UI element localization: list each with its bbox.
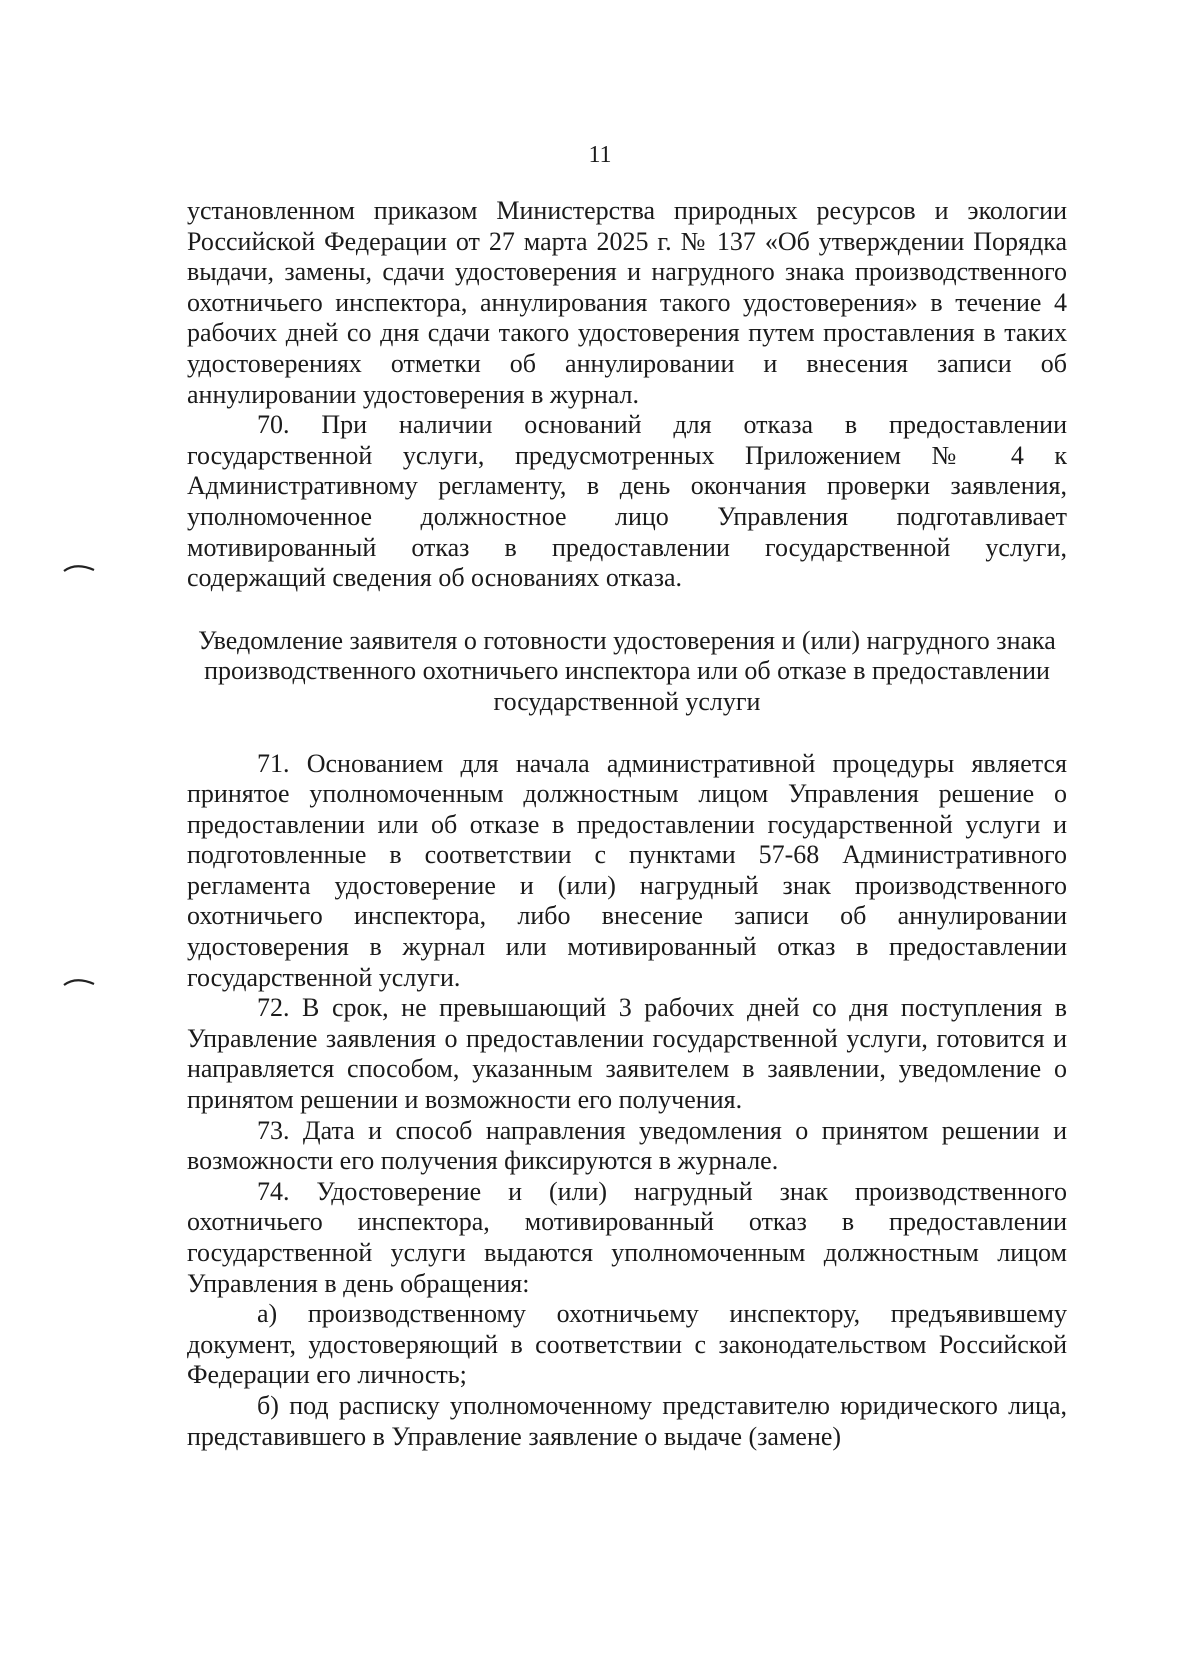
paragraph-71: 71. Основанием для начала административной процедуры является принятое уполномоченным должностным лицом Управления решение о предоставлении или об отказе в предоставлении государственной услуги и подготовленные в соответствии с пунктами 57-68 Административного регламента удостоверение и (или) нагрудный знак производственного охотничьего инспектора, либо внесение записи об аннулировании удостоверения в журнал или мотивированный отказ в предоставлении государственной услуги. (187, 748, 1067, 992)
paragraph-continuation: установленном приказом Министерства природных ресурсов и экологии Российской Федерации от 27 марта 2025 г. № 137 «Об утверждении Порядка выдачи, замены, сдачи удостоверения и нагрудного знака производственного охотничьего инспектора, аннулирования такого удостоверения» в течение 4 рабочих дней со дня сдачи такого удостоверения путем проставления в таких удостоверениях отметки об аннулировании и внесения записи об аннулировании удостоверения в журнал. (187, 196, 1067, 409)
paragraph-74: 74. Удостоверение и (или) нагрудный знак производственного охотничьего инспектора, мотивированный отказ в предоставлении государственной услуги выдаются уполномоченным должностным лицом Управления в день обращения: (187, 1176, 1067, 1298)
page-number: 11 (588, 142, 612, 168)
document-body (187, 196, 1067, 1452)
paragraph-72: 72. В срок, не превышающий 3 рабочих дней со дня поступления в Управление заявления о предоставлении государственной услуги, готовится и направляется способом, указанным заявителем в заявлении, уведомление о принятом решении и возможности его получения. (187, 993, 1067, 1115)
binding-hole-mark (62, 562, 96, 574)
paragraph-70: 70. При наличии оснований для отказа в предоставлении государственной услуги, предусмотренных Приложением № 4 к Административному регламенту, в день окончания проверки заявления, уполномоченное должностное лицо Управления подготавливает мотивированный отказ в предоставлении государственной услуги, содержащий сведения об основаниях отказа. (187, 410, 1067, 593)
binding-hole-mark (62, 976, 96, 988)
section-heading: Уведомление заявителя о готовности удостоверения и (или) нагрудного знака производственного охотничьего инспектора или об отказе в предоставлении государственной услуги (198, 625, 1056, 716)
paragraph-73: 73. Дата и способ направления уведомления о принятом решении и возможности его получения фиксируются в журнале. (187, 1115, 1067, 1176)
paragraph-74-b: б) под расписку уполномоченному представителю юридического лица, представившего в Управление заявление о выдаче (замене) (187, 1390, 1067, 1451)
paragraph-74-a: а) производственному охотничьему инспектору, предъявившему документ, удостоверяющий в соответствии с законодательством Российской Федерации его личность; (187, 1299, 1067, 1390)
